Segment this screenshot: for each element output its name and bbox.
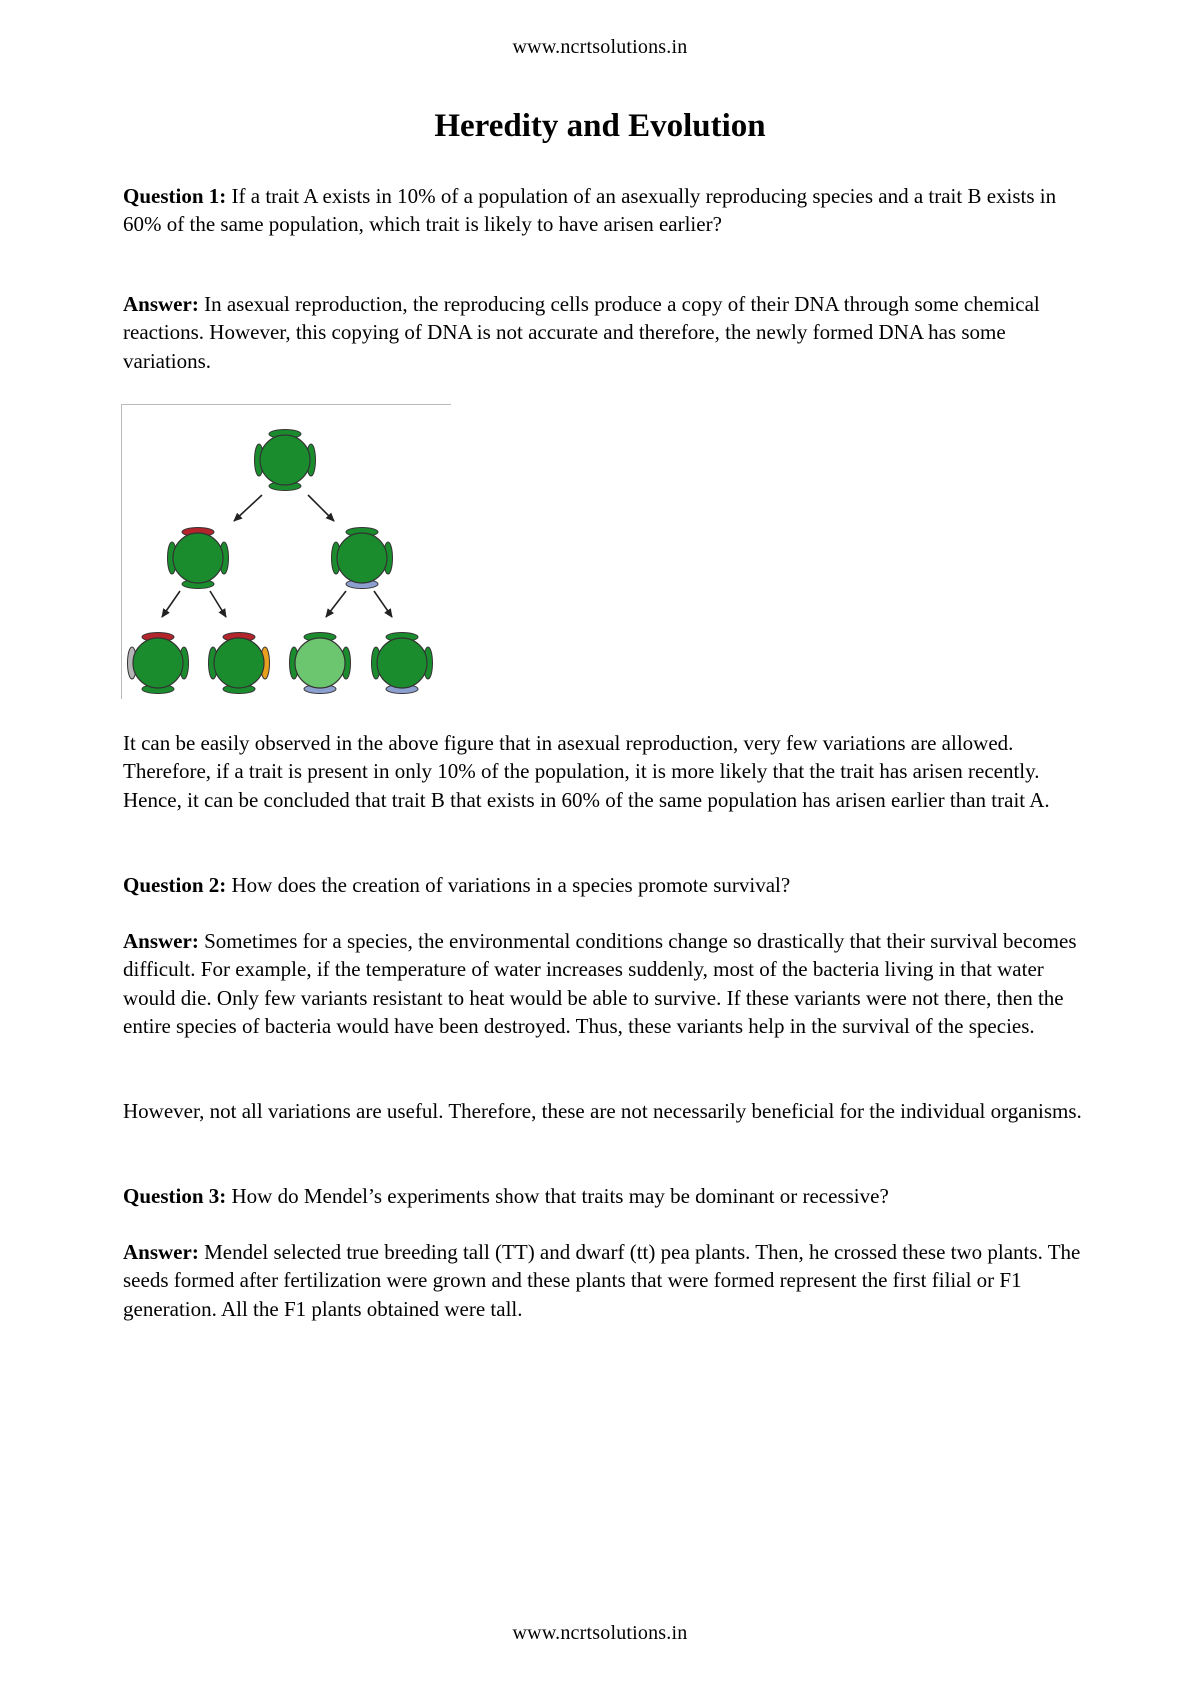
- question-1-label: Question 1:: [123, 184, 227, 208]
- answer-3-label: Answer:: [123, 1240, 199, 1264]
- cell-gen2-2: [209, 633, 270, 694]
- question-1: [123, 182, 1098, 239]
- asexual-reproduction-figure: [121, 404, 451, 699]
- cell-gen2-1-body: [133, 638, 183, 688]
- header-url: www.ncrtsolutions.in: [512, 36, 688, 58]
- question-3: [123, 1182, 1098, 1210]
- question-1-text: If a trait A exists in 10% of a population of an asexually reproducing species and a trait B exists in 60% of the same population, which trait is likely to have arisen earlier?: [123, 184, 1057, 237]
- answer-3-text: Mendel selected true breeding tall (TT) and dwarf (tt) pea plants. Then, he crossed these two plants. The seeds formed after fertilization were grown and these plants that were formed represent the first filial or F1 generation. All the F1 plants obtained were tall.: [123, 1240, 1081, 1321]
- page-title: Heredity and Evolution: [434, 108, 766, 144]
- footer-url: www.ncrtsolutions.in: [512, 1622, 688, 1644]
- answer-3: [123, 1238, 1098, 1323]
- question-3-text: How do Mendel’s experiments show that traits may be dominant or recessive?: [226, 1184, 889, 1208]
- cell-gen2-4-body: [377, 638, 427, 688]
- answer-1-label: Answer:: [123, 292, 199, 316]
- cell-root-body: [260, 435, 310, 485]
- answer-1: [123, 290, 1098, 375]
- cell-root: [255, 430, 316, 491]
- however-paragraph: However, not all variations are useful. Therefore, these are not necessarily beneficial for the individual organisms.: [123, 1099, 1082, 1123]
- question-2-text: How does the creation of variations in a species promote survival?: [226, 873, 791, 897]
- question-2: [123, 871, 1098, 899]
- cell-gen1-right: [332, 528, 393, 589]
- answer-1-text: In asexual reproduction, the reproducing cells produce a copy of their DNA through some chemical reactions. However, this copying of DNA is not accurate and therefore, the newly formed DNA has some variations.: [123, 292, 1040, 373]
- variation-tree-diagram: [122, 405, 452, 700]
- cell-gen2-1: [128, 633, 189, 694]
- cell-gen2-3: [290, 633, 351, 694]
- cell-gen1-right-body: [337, 533, 387, 583]
- arrow-right-leaf4: [374, 591, 392, 617]
- arrow-right-leaf3: [326, 591, 346, 617]
- arrow-root-left: [234, 495, 262, 521]
- answer-2: [123, 927, 1098, 1041]
- answer-2-text: Sometimes for a species, the environmental conditions change so drastically that their survival becomes difficult. For example, if the temperature of water increases suddenly, most of the bacteria living in that water would die. Only few variants resistant to heat would be able to survive. If these variants were not there, then the entire species of bacteria would have been destroyed. Thus, these variants help in the survival of the species.: [123, 929, 1077, 1039]
- question-3-label: Question 3:: [123, 1184, 227, 1208]
- cell-gen2-3-body: [295, 638, 345, 688]
- cell-gen2-4: [372, 633, 433, 694]
- observation-paragraph: It can be easily observed in the above figure that in asexual reproduction, very few variations are allowed. Therefore, if a trait is present in only 10% of the population, it is more likely that the trait has arisen recently. Hence, it can be concluded that trait B that exists in 60% of the same population has arisen earlier than trait A.: [123, 731, 1050, 812]
- answer-2-label: Answer:: [123, 929, 199, 953]
- question-2-label: Question 2:: [123, 873, 227, 897]
- arrow-left-leaf2: [210, 591, 226, 617]
- arrow-root-right: [308, 495, 334, 521]
- arrow-left-leaf1: [162, 591, 180, 617]
- cell-gen1-left: [168, 528, 229, 589]
- cell-gen1-left-body: [173, 533, 223, 583]
- cell-gen2-2-body: [214, 638, 264, 688]
